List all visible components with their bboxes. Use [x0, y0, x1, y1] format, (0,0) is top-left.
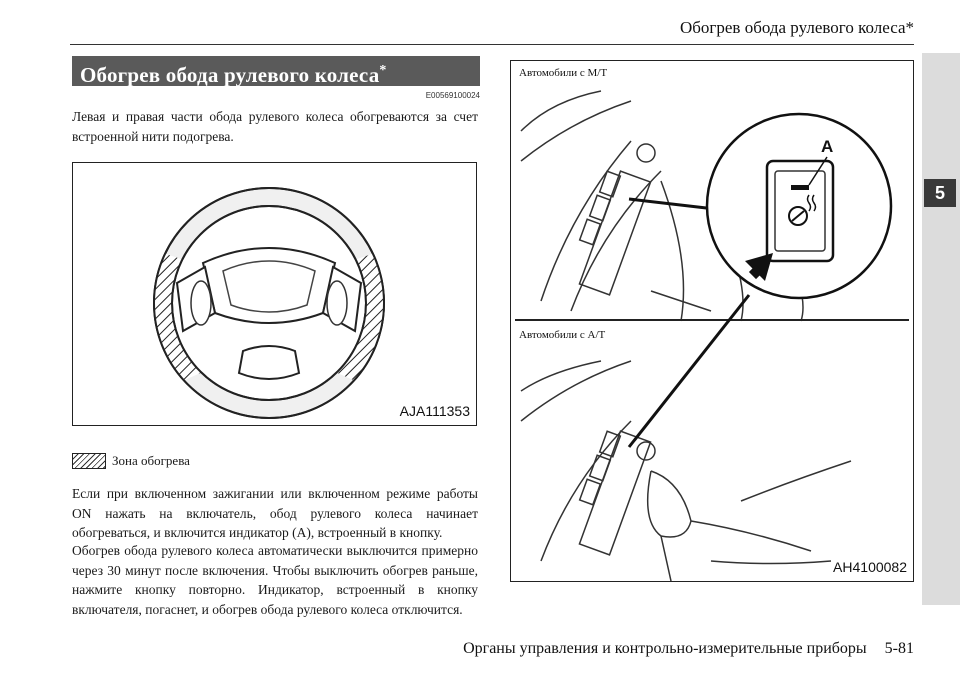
caption-automatic-transmission: Автомобили с A/T — [519, 329, 606, 341]
caption-manual-transmission: Автомобили с M/T — [519, 67, 608, 79]
section-title — [72, 56, 480, 86]
section-doc-code: E00569100024 — [425, 91, 480, 100]
chapter-number-badge: 5 — [924, 179, 956, 207]
section-title-text: Обогрев обода рулевого колеса — [80, 63, 380, 87]
chapter-side-tab — [922, 53, 960, 605]
page-number: 5-81 — [884, 640, 914, 657]
switch-location-figure — [510, 60, 914, 582]
heated-zone-legend — [72, 452, 190, 470]
header-divider — [70, 44, 914, 45]
running-footer — [463, 640, 914, 658]
steering-wheel-figure — [72, 162, 477, 426]
indicator-callout-label: A — [821, 137, 834, 156]
switch-on-paragraph: Если при включенном зажигании или включенном режиме работы ON нажать на включатель, обод рулевого колеса начинает обогреваться, и включится индикатор (A), встроенный в кнопку. — [72, 486, 478, 540]
hatched-zone-swatch — [72, 453, 106, 469]
footer-chapter-title: Органы управления и контрольно-измерительные приборы — [463, 640, 867, 657]
intro-paragraph: Левая и правая части обода рулевого колеса обогреваются за счет встроенной нити подогрева. — [72, 109, 478, 144]
section-title-mark: * — [379, 63, 387, 78]
auto-off-paragraph: Обогрев обода рулевого колеса автоматически выключится примерно через 30 минут после включения. Чтобы выключить обогрев раньше, нажмите кнопку повторно. Индикатор, встроенный в кнопку включателя, погаснет, и обогрев обода рулевого колеса отключится. — [72, 543, 478, 617]
running-header-title: Обогрев обода рулевого колеса* — [679, 18, 914, 37]
steering-wheel-illustration — [73, 163, 476, 425]
heated-zone-legend-label: Зона обогрева — [112, 453, 190, 468]
wheel-figure-code: AJA111353 — [399, 403, 470, 419]
switch-figure-code: AH4100082 — [833, 559, 907, 575]
